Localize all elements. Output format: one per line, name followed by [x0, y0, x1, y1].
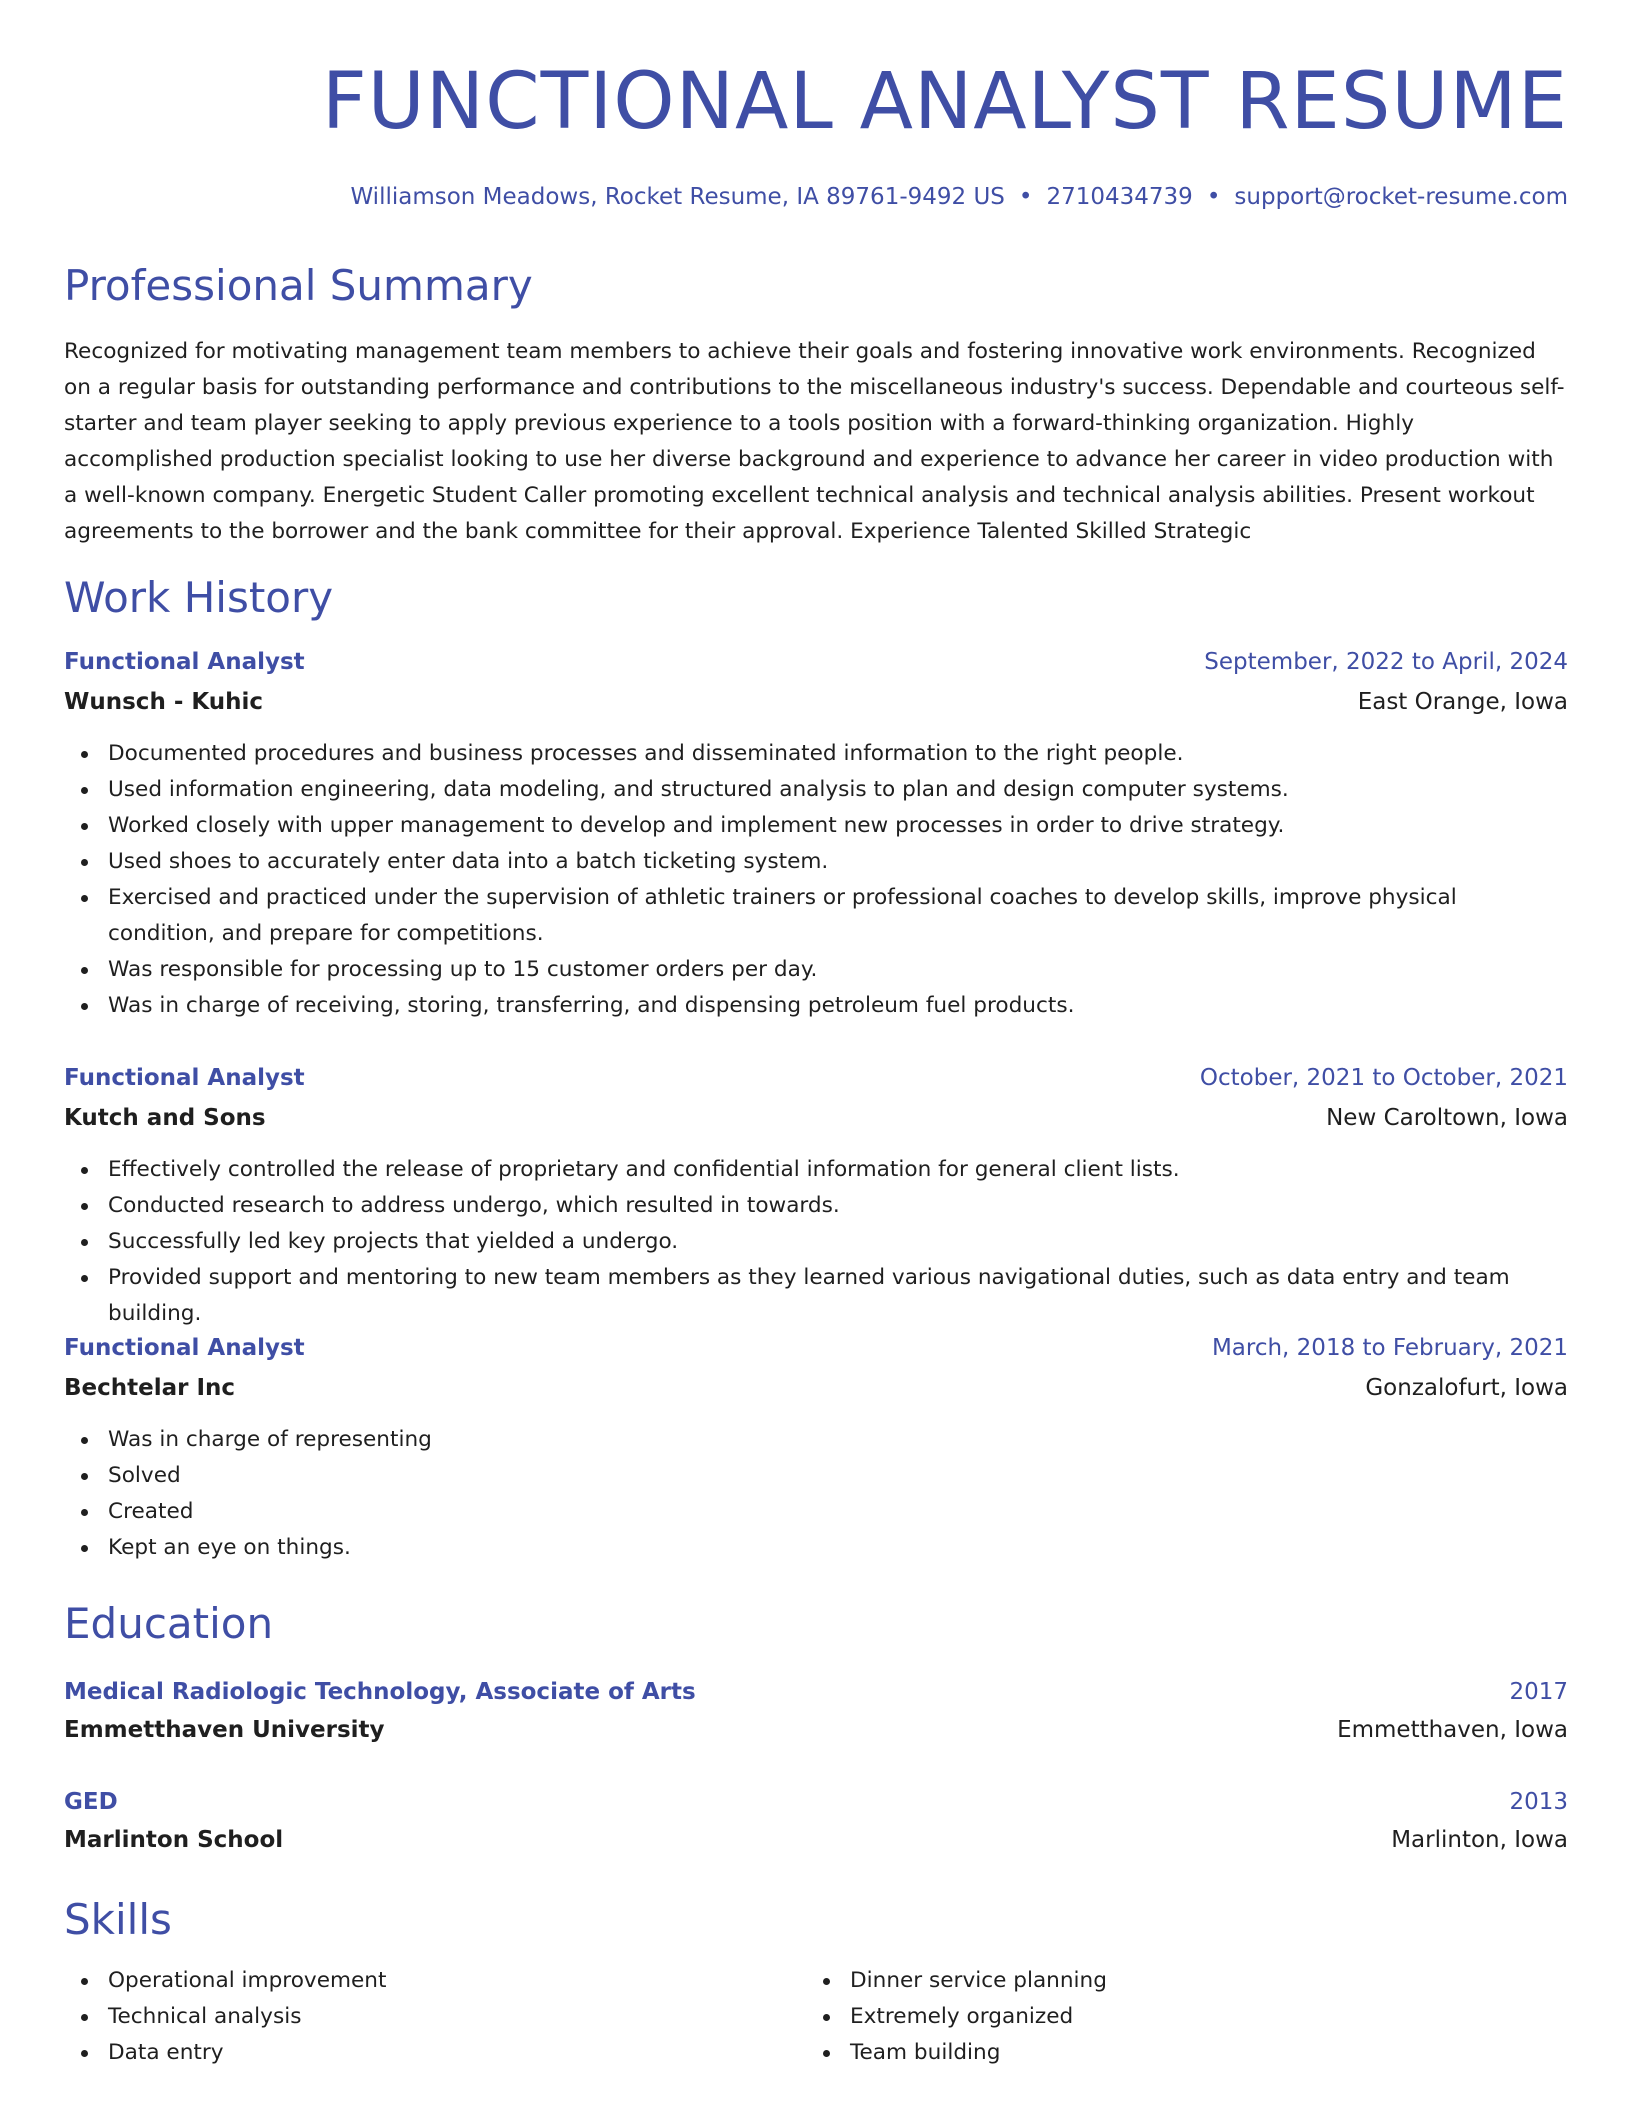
job-title: Functional Analyst: [64, 649, 305, 675]
education-school: Marlinton School: [64, 1827, 284, 1853]
job-2-employer-row: [64, 1100, 1568, 1136]
list-item: Was in charge of receiving, storing, transferring, and dispensing petroleum fuel products.: [64, 988, 1568, 1024]
list-item: Was responsible for processing up to 15 customer orders per day.: [64, 952, 1568, 988]
education-year: 2013: [1509, 1789, 1568, 1815]
list-item: Worked closely with upper management to develop and implement new processes in order to drive strategy.: [64, 808, 1568, 844]
job-dates: October, 2021 to October, 2021: [1199, 1065, 1568, 1091]
list-item: Used information engineering, data modeling, and structured analysis to plan and design computer systems.: [64, 772, 1568, 808]
education-degree: GED: [64, 1789, 118, 1815]
job-title: Functional Analyst: [64, 1065, 305, 1091]
education-year: 2017: [1509, 1679, 1568, 1705]
education-heading: Education: [64, 1599, 274, 1648]
summary-heading: Professional Summary: [64, 261, 533, 310]
job-2-bullets: [64, 1152, 1568, 1332]
list-item: Successfully led key projects that yielded a undergo.: [64, 1224, 1568, 1260]
contact-separator: •: [1018, 184, 1033, 210]
list-item: Created: [64, 1494, 1568, 1530]
job-dates: March, 2018 to February, 2021: [1211, 1335, 1568, 1361]
job-employer: Bechtelar Inc: [64, 1375, 236, 1401]
skill-item: Data entry: [64, 2035, 806, 2071]
list-item: Used shoes to accurately enter data into a batch ticketing system.: [64, 844, 1568, 880]
education-location: Emmetthaven, Iowa: [1337, 1717, 1568, 1743]
list-item: Conducted research to address undergo, which resulted in towards.: [64, 1188, 1568, 1224]
job-1-title-row: [64, 644, 1568, 680]
skill-item: Extremely organized: [806, 1999, 1568, 2035]
list-item: Documented procedures and business processes and disseminated information to the right people.: [64, 736, 1568, 772]
job-location: Gonzalofurt, Iowa: [1365, 1375, 1568, 1401]
resume-title: FUNCTIONAL ANALYST RESUME: [321, 57, 1568, 147]
job-3-employer-row: [64, 1370, 1568, 1406]
contact-line: [350, 180, 1568, 214]
contact-address: Williamson Meadows, Rocket Resume, IA 89761-9492 US: [350, 184, 1005, 210]
contact-phone: 2710434739: [1046, 184, 1193, 210]
list-item: Was in charge of representing: [64, 1422, 1568, 1458]
job-title: Functional Analyst: [64, 1335, 305, 1361]
skill-item: Dinner service planning: [806, 1963, 1568, 1999]
job-3-bullets: [64, 1422, 1568, 1566]
education-degree: Medical Radiologic Technology, Associate of Arts: [64, 1679, 696, 1705]
education-location: Marlinton, Iowa: [1391, 1827, 1568, 1853]
summary-text: Recognized for motivating management team members to achieve their goals and fostering innovative work environments. Recognized on a regular basis for outstanding performance and contributions to the miscellaneous industry's success. Dependable and courteous self-starter and team player seeking to apply previous experience to a tools position with a forward-thinking organization. Highly accomplished production specialist looking to use her diverse background and experience to advance her career in video production with a well-known company. Energetic Student Caller promoting excellent technical analysis and technical analysis abilities. Present workout agreements to the borrower and the bank committee for their approval. Experience Talented Skilled Strategic: [64, 339, 1565, 544]
skill-item: Technical analysis: [64, 1999, 806, 2035]
job-1-employer-row: [64, 684, 1568, 720]
skill-item: Team building: [806, 2035, 1568, 2071]
skill-item: Operational improvement: [64, 1963, 806, 1999]
work-history-heading: Work History: [64, 573, 334, 622]
list-item: Provided support and mentoring to new team members as they learned various navigational duties, such as data entry and team building.: [64, 1260, 1568, 1332]
list-item: Solved: [64, 1458, 1568, 1494]
list-item: Kept an eye on things.: [64, 1530, 1568, 1566]
job-3-title-row: [64, 1330, 1568, 1366]
job-2-title-row: [64, 1060, 1568, 1096]
skills-list-left: [64, 1963, 806, 2071]
job-employer: Kutch and Sons: [64, 1105, 266, 1131]
job-dates: September, 2022 to April, 2024: [1204, 649, 1568, 675]
job-location: East Orange, Iowa: [1357, 689, 1568, 715]
job-employer: Wunsch - Kuhic: [64, 689, 264, 715]
education-school: Emmetthaven University: [64, 1717, 385, 1743]
contact-email: support@rocket-resume.com: [1234, 184, 1568, 210]
job-1-bullets: [64, 736, 1568, 1024]
skills-list-right: [806, 1963, 1568, 2071]
job-location: New Caroltown, Iowa: [1326, 1105, 1568, 1131]
skills-heading: Skills: [64, 1895, 172, 1944]
list-item: Exercised and practiced under the supervision of athletic trainers or professional coaches to develop skills, improve physical condition, and prepare for competitions.: [64, 880, 1568, 952]
education-1-degree-row: [64, 1674, 1568, 1710]
contact-separator: •: [1206, 184, 1221, 210]
education-2-school-row: [64, 1822, 1568, 1858]
education-1-school-row: [64, 1712, 1568, 1748]
list-item: Effectively controlled the release of proprietary and confidential information for general client lists.: [64, 1152, 1568, 1188]
education-2-degree-row: [64, 1784, 1568, 1820]
